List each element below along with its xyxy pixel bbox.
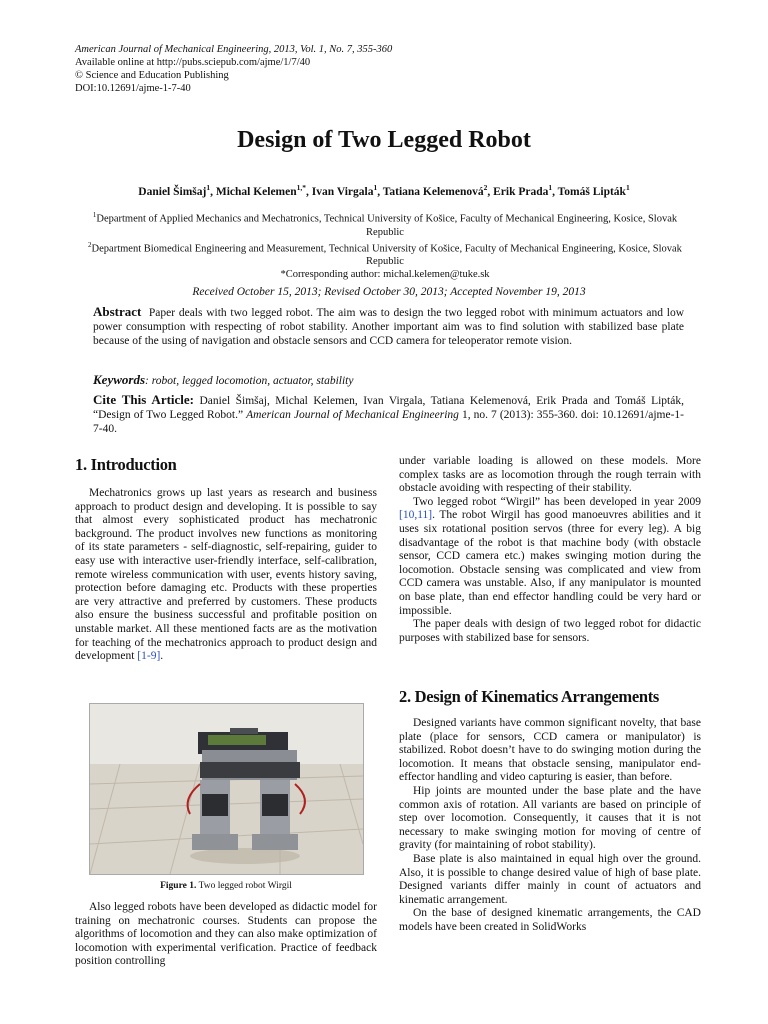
cite-journal: American Journal of Mechanical Engineering bbox=[246, 409, 459, 421]
figure-label: Figure 1. bbox=[160, 881, 197, 891]
author-list bbox=[0, 183, 768, 198]
intro-paragraph-1: Mechatronics grows up last years as research and business approach to product design and developing. It is possible to say that almost every sophisticated product has mechatronic background. The product involves new functions as monitoring of its state parameters - self-diagnostic, self-repairing, guider to easy use with interactive user-friendly interface, self-calibration, remote wireless communication with user, events history saving, protection before damaging etc. Products with these properties are very attractive and preferred by customers. These products also ensure the business successful and profitable position on unstable market. All these mentioned facts are as the motivation for teaching of the mechatronics approach to product design and development [1-9]. bbox=[75, 487, 377, 663]
availability-line: Available online at http://pubs.sciepub.com/ajme/1/7/40 bbox=[75, 57, 311, 68]
kinematics-column bbox=[399, 717, 701, 935]
received-dates: Received October 15, 2013; Revised October 30, 2013; Accepted November 19, 2013 bbox=[192, 286, 586, 298]
kinematics-paragraph-2: Hip joints are mounted under the base plate and the have common axis of rotation. All variants are based on principle of step over locomotion. Consequently, it causes that it is not necessary to make swinging motion for moving of centre of gravity (for maintaining of robot stability). bbox=[399, 784, 701, 852]
figure-caption: Figure 1. Two legged robot Wirgil bbox=[160, 881, 292, 891]
kinematics-paragraph-1: Designed variants have common significant novelty, that base plate (place for sensors, CCD camera or manipulator) is stabilized. Robot doesn’t have to do swinging motion during the locomotion. It means that obstacle sensing, manipulator end-effector handling and video capturing is easier, than before. bbox=[399, 717, 701, 784]
section-heading-introduction: 1. Introduction bbox=[75, 455, 177, 474]
kinematics-paragraph-3: Base plate is also maintained in equal high over the ground. Also, it is possible to change desired value of high of base plate. Designed variants differ mainly in count of actuators and kinematic arrangement. bbox=[399, 852, 701, 906]
kinematics-paragraph-4: On the base of designed kinematic arrangements, the CAD models have been created in SolidWorks bbox=[399, 907, 701, 933]
journal-citation: American Journal of Mechanical Engineering, 2013, Vol. 1, No. 7, 355-360 bbox=[75, 44, 393, 55]
cite-label: Cite This Article: bbox=[93, 392, 195, 407]
intro-paragraph-2: Also legged robots have been developed as didactic model for training on mechatronic courses. Students can propose the algorithms of locomotion and they can also make optimization of locomotion with experimental verification. Practice of feedback position controlling bbox=[75, 901, 377, 968]
doi-line: DOI:10.12691/ajme-1-7-40 bbox=[75, 83, 191, 94]
intro-paragraph-4: The paper deals with design of two legged robot for didactic purposes with stabilized base for sensors. bbox=[399, 618, 701, 644]
keywords-text: : robot, legged locomotion, actuator, stability bbox=[145, 375, 354, 387]
author: Ivan Virgala$^1$, bbox=[311, 183, 383, 198]
reference-link[interactable]: [10,11] bbox=[399, 509, 433, 522]
robot-photo bbox=[89, 703, 364, 875]
cite-this-article: Cite This Article: Daniel Šimšaj, Michal Kelemen, Ivan Virgala, Tatiana Kelemenová, Erik Prada and Tomáš Lipták, “Design of Two Legged Robot.” American Journal of Mechanical Engineering 1, no. 7 (2013): 355-360. doi: 10.12691/ajme-1-7-40. bbox=[93, 392, 684, 435]
journal-header bbox=[75, 43, 392, 95]
keywords-label: Keywords bbox=[93, 372, 145, 387]
intro-continuation: under variable loading is allowed on these models. More complex tasks are as locomotion through the rough terrain with obstacle avoiding with respecting of their stability. bbox=[399, 455, 701, 495]
author: Tatiana Kelemenová$^2$, bbox=[382, 183, 494, 198]
abstract-label: Abstract bbox=[93, 304, 142, 319]
affiliation-1: $^1$Department of Applied Mechanics and Mechatronics, Technical University of Košice, Faculty of Mechanical Engineering, Kosice, Slovak Republic bbox=[92, 211, 678, 238]
abstract bbox=[93, 305, 684, 348]
publisher-line: © Science and Education Publishing bbox=[75, 70, 229, 81]
paper-title: Design of Two Legged Robot bbox=[237, 127, 531, 153]
abstract-text: Paper deals with two legged robot. The aim was to design the two legged robot with minimum actuators and low power consumption with respecting of robot stability. Another important aim was to find solution with stabilized base plate because of the using of navigation and obstacle sensors and CCD camera for teleoperator remote vision. bbox=[93, 307, 685, 347]
affiliations bbox=[75, 209, 695, 281]
intro-right-column bbox=[399, 455, 701, 645]
section-heading-kinematics: 2. Design of Kinematics Arrangements bbox=[399, 687, 660, 706]
author: Erik Prada$^1$, bbox=[493, 183, 558, 198]
reference-link[interactable]: [1-9] bbox=[137, 650, 161, 663]
intro-paragraph-3: Two legged robot “Wirgil” has been developed in year 2009 [10,11]. The robot Wirgil has good manoeuvres abilities and it uses six rotational position servos (three for every leg). A big disadvantage of the robot is that machine body (with obstacle sensor, CCD camera etc.) makes swinging motion during the locomotion. Obstacle sensing was complicated and view from CCD camera was unstable. Also, if any manipulator is mounted on base plate, than end effector handling could be very hard or impossible. bbox=[399, 495, 701, 617]
corresponding-author: *Corresponding author: michal.kelemen@tuke.sk bbox=[280, 269, 490, 280]
author: Daniel Šimšaj$^1$, bbox=[138, 183, 216, 198]
affiliation-2: $^2$Department Biomedical Engineering and Measurement, Technical University of Košice, Faculty of Mechanical Engineering, Kosice, Slovak Republic bbox=[88, 240, 682, 267]
author: Michal Kelemen$^{1,*}$, bbox=[215, 183, 312, 198]
author: Tomáš Lipták$^1$ bbox=[557, 183, 630, 198]
keywords bbox=[93, 373, 684, 388]
